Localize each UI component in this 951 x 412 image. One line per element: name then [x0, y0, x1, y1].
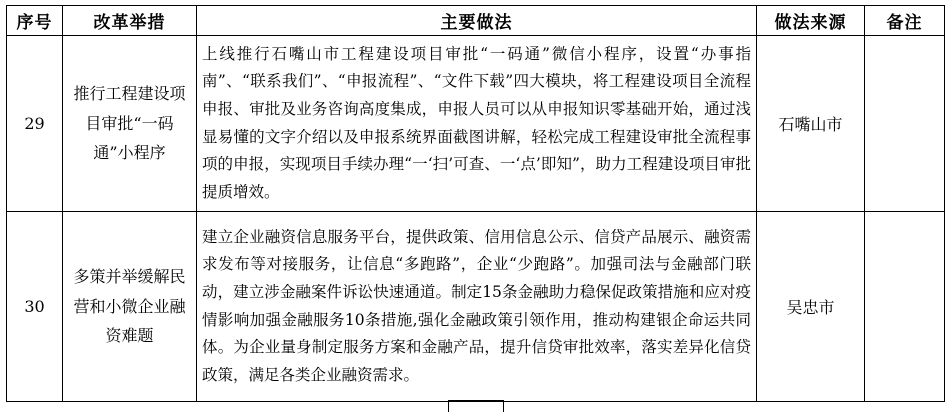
reform-measures-table [6, 5, 945, 402]
next-row-cell-outline [448, 400, 504, 412]
cell-no: 30 [7, 212, 63, 402]
table-header-row [7, 6, 945, 36]
column-header-method: 主要做法 [197, 6, 757, 36]
document-page [0, 5, 951, 412]
cell-measure: 推行工程建设项目审批“一码通”小程序 [63, 36, 197, 212]
column-header-measure: 改革举措 [63, 6, 197, 36]
table-row [7, 212, 945, 402]
cell-remark [865, 36, 945, 212]
cell-measure: 多策并举缓解民营和小微企业融资难题 [63, 212, 197, 402]
table-body [7, 36, 945, 402]
cell-no: 29 [7, 36, 63, 212]
next-page-table-fragment [0, 400, 951, 412]
column-header-no: 序号 [7, 6, 63, 36]
table-header [7, 6, 945, 36]
table-row [7, 36, 945, 212]
cell-remark [865, 212, 945, 402]
cell-method: 上线推行石嘴山市工程建设项目审批“一码通”微信小程序，设置“办事指南”、“联系我们”、“申报流程”、“文件下载”四大模块，将工程建设项目全流程申报、审批及业务咨询高度集成，申报人员可以从申报知识零基础开始，通过浅显易懂的文字介绍以及申报系统界面截图讲解，轻松完成工程建设审批全流程事项的申报，实现项目手续办理“一‘扫’可查、一‘点’即知”，助力工程建设项目审批提质增效。 [197, 36, 757, 212]
column-header-remark: 备注 [865, 6, 945, 36]
cell-source: 吴忠市 [757, 212, 865, 402]
cell-method: 建立企业融资信息服务平台，提供政策、信用信息公示、信贷产品展示、融资需求发布等对接服务，让信息“多跑路”，企业“少跑路”。加强司法与金融部门联动，建立涉金融案件诉讼快速通道。制定15条金融助力稳保促政策措施和应对疫情影响加强金融服务10条措施,强化金融政策引领作用，推动构建银企命运共同体。为企业量身制定服务方案和金融产品，提升信贷审批效率，落实差异化信贷政策，满足各类企业融资需求。 [197, 212, 757, 402]
column-header-source: 做法来源 [757, 6, 865, 36]
cell-source: 石嘴山市 [757, 36, 865, 212]
